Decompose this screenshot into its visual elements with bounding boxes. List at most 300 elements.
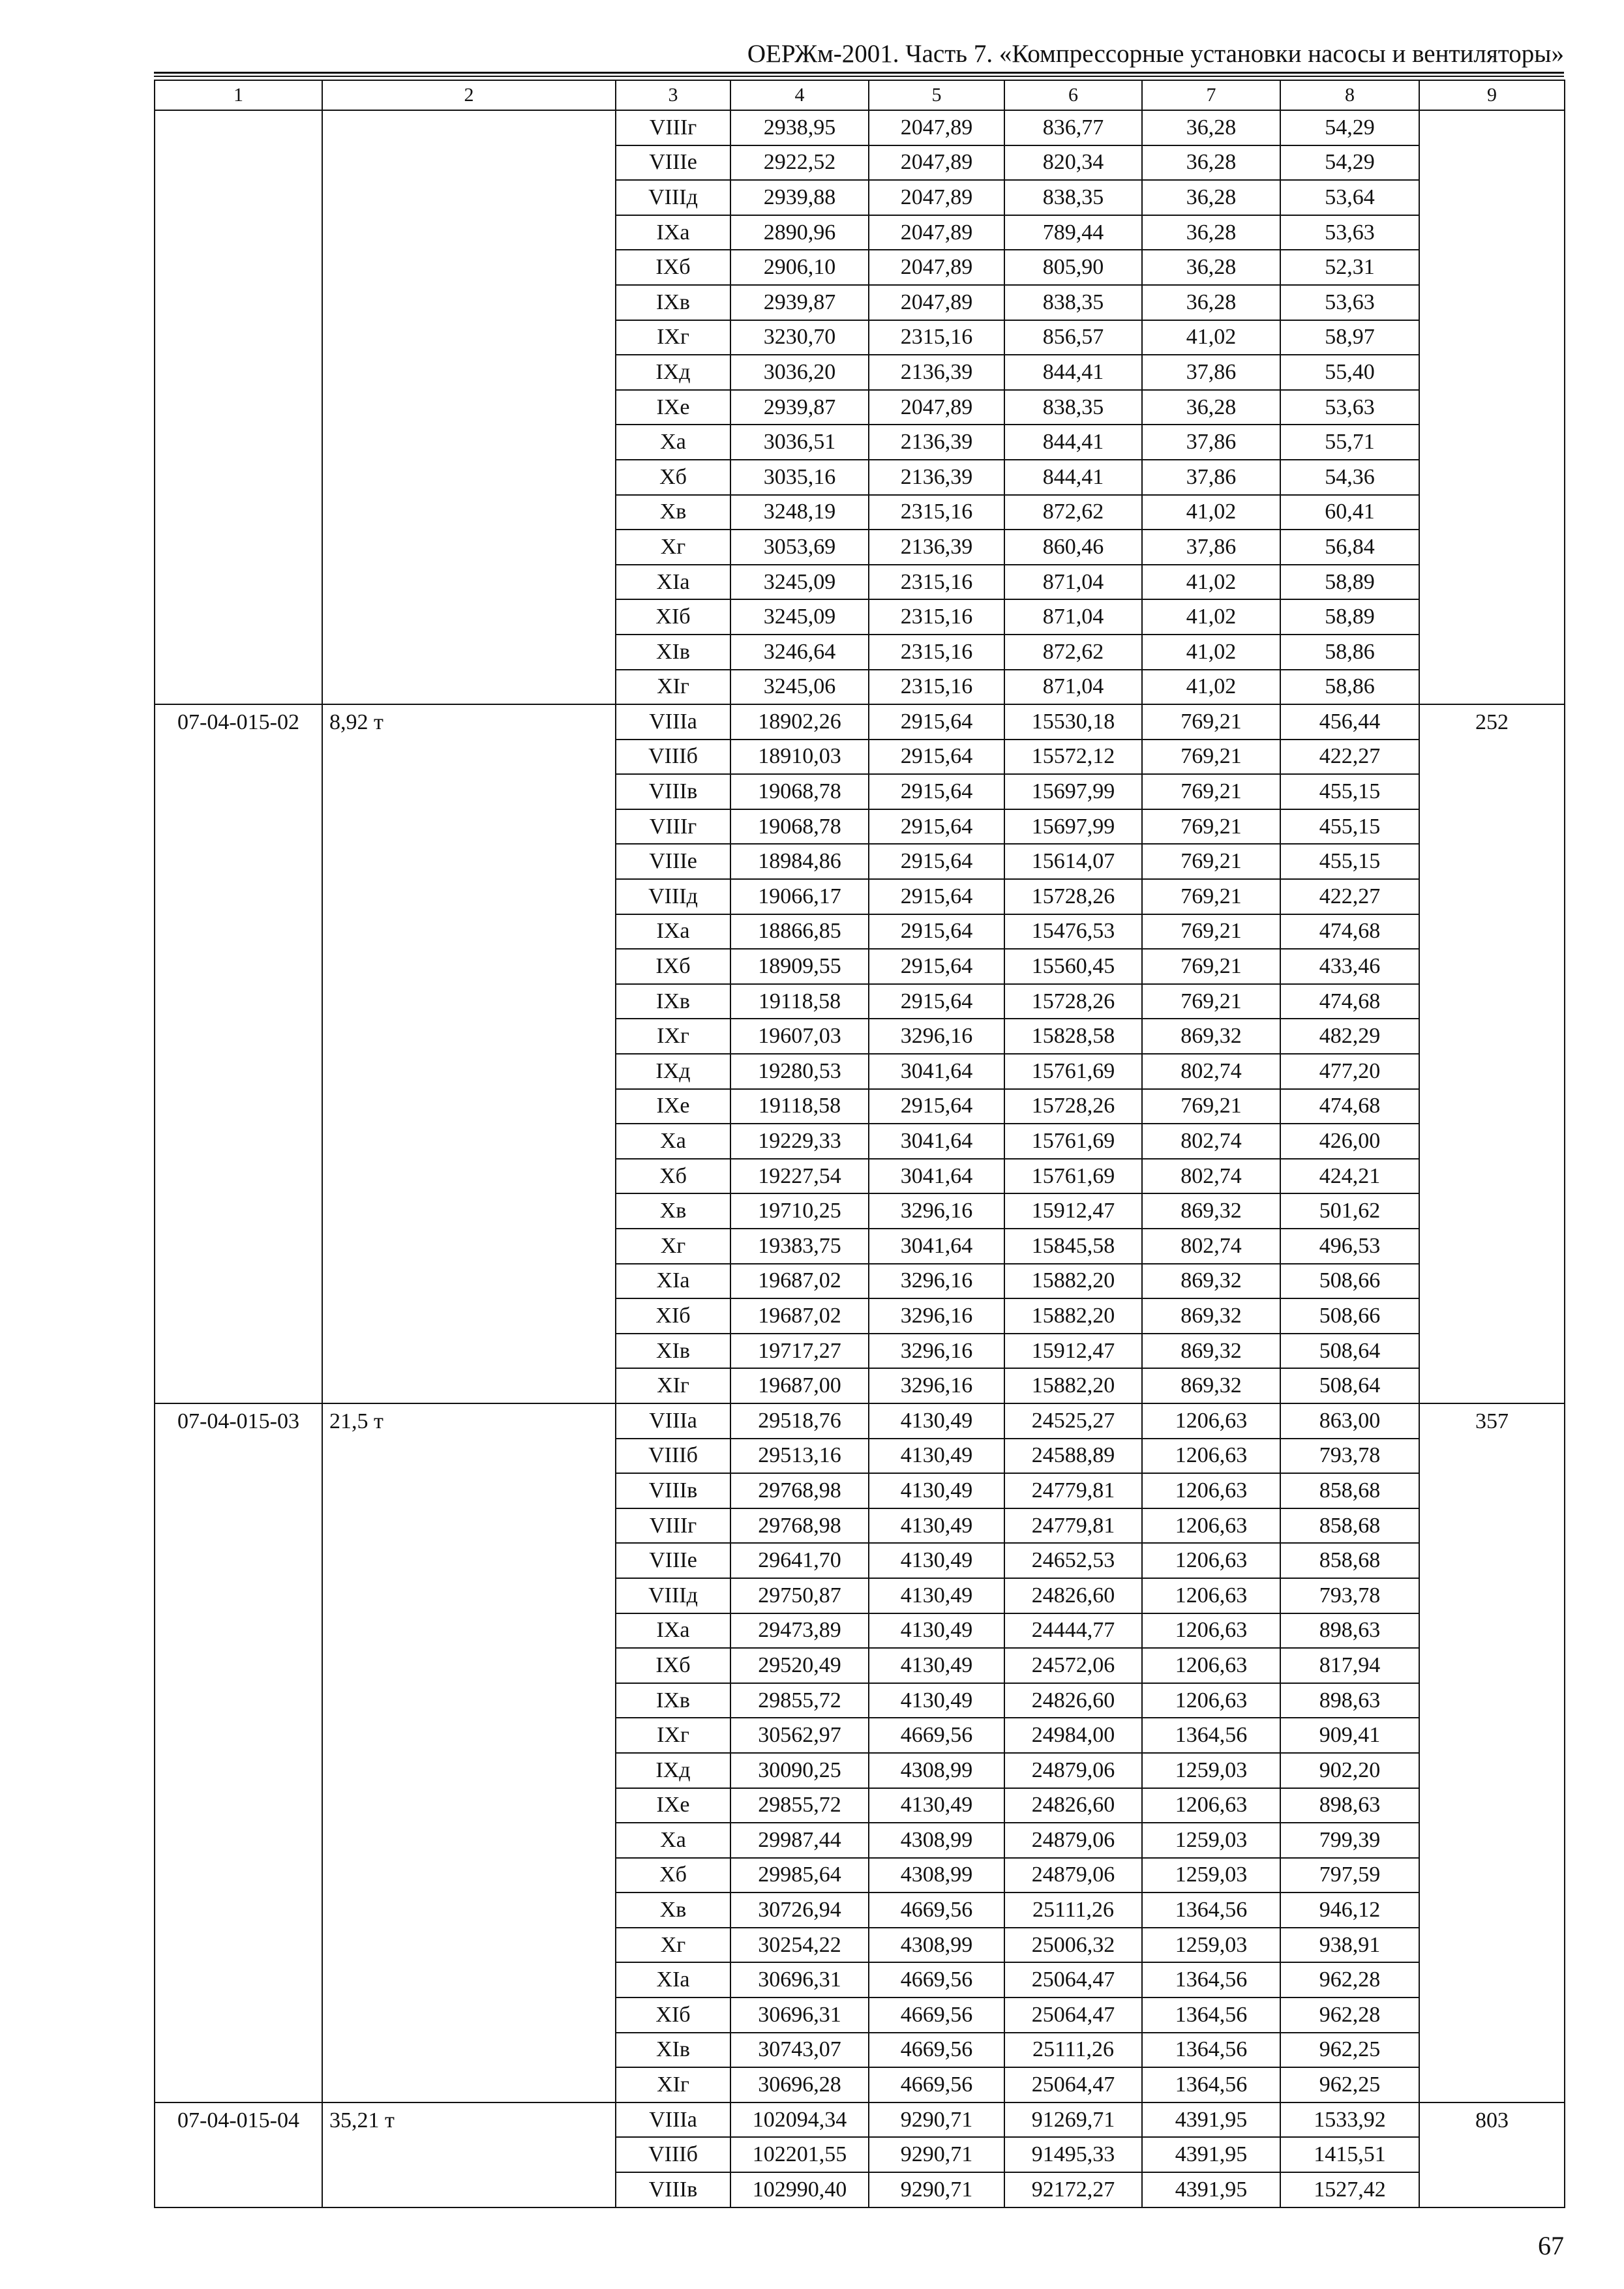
wages-cell: 3296,16 [869,1019,1004,1054]
machine-cost-cell: 25006,32 [1004,1928,1142,1963]
total-cost-cell: 2939,88 [730,180,869,215]
zone-cell: IXб [616,1648,730,1683]
materials-cell: 54,29 [1280,145,1419,181]
zone-cell: VIIIв [616,774,730,809]
machine-cost-cell: 24572,06 [1004,1648,1142,1683]
total-cost-cell: 19229,33 [730,1124,869,1159]
machine-cost-cell: 25064,47 [1004,2067,1142,2102]
materials-cell: 455,15 [1280,809,1419,845]
total-cost-cell: 29473,89 [730,1613,869,1649]
wages-cell: 2136,39 [869,460,1004,495]
total-cost-cell: 3036,51 [730,425,869,460]
wages-cell: 3296,16 [869,1264,1004,1299]
zone-cell: VIIIб [616,2137,730,2172]
materials-cell: 793,78 [1280,1439,1419,1474]
total-cost-cell: 30562,97 [730,1718,869,1753]
machine-cost-cell: 24879,06 [1004,1823,1142,1858]
zone-cell: IXг [616,1019,730,1054]
wages-cell: 4130,49 [869,1508,1004,1544]
zone-cell: XIа [616,565,730,600]
materials-cell: 58,97 [1280,320,1419,355]
header-rule [154,72,1564,74]
total-cost-cell: 19383,75 [730,1229,869,1264]
materials-cell: 52,31 [1280,250,1419,285]
zone-cell: IXд [616,355,730,390]
machinist-wages-cell: 1206,63 [1142,1543,1280,1578]
wages-cell: 4308,99 [869,1753,1004,1788]
table-row [155,1403,1565,1439]
materials-cell: 455,15 [1280,774,1419,809]
zone-cell: Xа [616,1823,730,1858]
zone-cell: Xа [616,1124,730,1159]
zone-cell: IXб [616,949,730,984]
total-cost-cell: 19280,53 [730,1054,869,1089]
wages-cell: 2047,89 [869,145,1004,181]
machinist-wages-cell: 41,02 [1142,599,1280,635]
total-cost-cell: 30090,25 [730,1753,869,1788]
column-number: 6 [1004,80,1142,110]
total-cost-cell: 19227,54 [730,1159,869,1194]
machinist-wages-cell: 36,28 [1142,285,1280,320]
zone-cell: XIа [616,1264,730,1299]
total-cost-cell: 3248,19 [730,495,869,530]
materials-cell: 898,63 [1280,1613,1419,1649]
machinist-wages-cell: 1364,56 [1142,1962,1280,1997]
wages-cell: 9290,71 [869,2137,1004,2172]
total-cost-cell: 19607,03 [730,1019,869,1054]
machinist-wages-cell: 1206,63 [1142,1578,1280,1613]
materials-cell: 898,63 [1280,1788,1419,1823]
machinist-wages-cell: 4391,95 [1142,2102,1280,2138]
wages-cell: 3296,16 [869,1334,1004,1369]
materials-cell: 508,66 [1280,1264,1419,1299]
machine-cost-cell: 92172,27 [1004,2172,1142,2207]
total-cost-cell: 19066,17 [730,879,869,914]
machine-cost-cell: 838,35 [1004,390,1142,425]
wages-cell: 4130,49 [869,1439,1004,1474]
machine-cost-cell: 15476,53 [1004,914,1142,950]
machinist-wages-cell: 1364,56 [1142,1718,1280,1753]
machine-cost-cell: 838,35 [1004,180,1142,215]
machine-cost-cell: 805,90 [1004,250,1142,285]
machine-cost-cell: 25111,26 [1004,2033,1142,2068]
machinist-wages-cell: 1206,63 [1142,1439,1280,1474]
machine-cost-cell: 91269,71 [1004,2102,1142,2138]
wages-cell: 4130,49 [869,1473,1004,1508]
total-cost-cell: 2938,95 [730,110,869,145]
total-cost-cell: 18902,26 [730,704,869,740]
zone-cell: VIIIб [616,1439,730,1474]
wages-cell: 2915,64 [869,809,1004,845]
zone-cell: Xб [616,460,730,495]
machine-cost-cell: 24984,00 [1004,1718,1142,1753]
machine-cost-cell: 871,04 [1004,599,1142,635]
materials-cell: 858,68 [1280,1543,1419,1578]
labor-cell: 252 [1419,704,1565,1403]
machinist-wages-cell: 1364,56 [1142,1893,1280,1928]
wages-cell: 2915,64 [869,949,1004,984]
zone-cell: IXе [616,1089,730,1124]
capacity-cell [322,110,616,704]
table-row [155,110,1565,145]
materials-cell: 422,27 [1280,740,1419,775]
wages-cell: 2047,89 [869,390,1004,425]
machinist-wages-cell: 802,74 [1142,1124,1280,1159]
materials-cell: 55,71 [1280,425,1419,460]
total-cost-cell: 30696,31 [730,1997,869,2033]
machinist-wages-cell: 769,21 [1142,949,1280,984]
wages-cell: 4669,56 [869,1718,1004,1753]
machinist-wages-cell: 769,21 [1142,879,1280,914]
zone-cell: IXе [616,390,730,425]
machinist-wages-cell: 1206,63 [1142,1403,1280,1439]
total-cost-cell: 29768,98 [730,1473,869,1508]
resource-code-cell: 07-04-015-02 [155,704,322,1403]
column-number: 3 [616,80,730,110]
zone-cell: XIг [616,1368,730,1403]
wages-cell: 4308,99 [869,1928,1004,1963]
total-cost-cell: 2906,10 [730,250,869,285]
machinist-wages-cell: 37,86 [1142,530,1280,565]
machine-cost-cell: 15614,07 [1004,844,1142,879]
zone-cell: VIIIд [616,1578,730,1613]
total-cost-cell: 19687,02 [730,1264,869,1299]
machine-cost-cell: 15761,69 [1004,1124,1142,1159]
machinist-wages-cell: 1206,63 [1142,1508,1280,1544]
zone-cell: IXд [616,1054,730,1089]
wages-cell: 2915,64 [869,879,1004,914]
zone-cell: Xв [616,1893,730,1928]
materials-cell: 946,12 [1280,1893,1419,1928]
total-cost-cell: 3035,16 [730,460,869,495]
column-number-row [155,80,1565,110]
machinist-wages-cell: 1206,63 [1142,1788,1280,1823]
materials-cell: 426,00 [1280,1124,1419,1159]
zone-cell: VIIIв [616,2172,730,2207]
materials-cell: 858,68 [1280,1508,1419,1544]
wages-cell: 4130,49 [869,1613,1004,1649]
machinist-wages-cell: 802,74 [1142,1229,1280,1264]
column-number: 5 [869,80,1004,110]
machine-cost-cell: 24779,81 [1004,1473,1142,1508]
total-cost-cell: 18909,55 [730,949,869,984]
wages-cell: 2315,16 [869,495,1004,530]
machine-cost-cell: 860,46 [1004,530,1142,565]
machinist-wages-cell: 36,28 [1142,110,1280,145]
materials-cell: 55,40 [1280,355,1419,390]
total-cost-cell: 29520,49 [730,1648,869,1683]
total-cost-cell: 3245,09 [730,565,869,600]
machine-cost-cell: 25111,26 [1004,1893,1142,1928]
total-cost-cell: 102990,40 [730,2172,869,2207]
machinist-wages-cell: 4391,95 [1142,2172,1280,2207]
total-cost-cell: 3230,70 [730,320,869,355]
machine-cost-cell: 15697,99 [1004,809,1142,845]
machinist-wages-cell: 1206,63 [1142,1473,1280,1508]
machinist-wages-cell: 4391,95 [1142,2137,1280,2172]
machinist-wages-cell: 1206,63 [1142,1613,1280,1649]
capacity-cell: 21,5 т [322,1403,616,2102]
total-cost-cell: 2939,87 [730,285,869,320]
machine-cost-cell: 15761,69 [1004,1054,1142,1089]
wages-cell: 3041,64 [869,1124,1004,1159]
materials-cell: 962,25 [1280,2067,1419,2102]
total-cost-cell: 2939,87 [730,390,869,425]
machinist-wages-cell: 769,21 [1142,914,1280,950]
wages-cell: 4669,56 [869,2067,1004,2102]
machine-cost-cell: 15845,58 [1004,1229,1142,1264]
zone-cell: XIб [616,599,730,635]
machine-cost-cell: 15728,26 [1004,879,1142,914]
wages-cell: 4130,49 [869,1788,1004,1823]
wages-cell: 3296,16 [869,1298,1004,1334]
materials-cell: 496,53 [1280,1229,1419,1264]
machine-cost-cell: 15728,26 [1004,1089,1142,1124]
price-table [154,80,1565,2208]
materials-cell: 433,46 [1280,949,1419,984]
machine-cost-cell: 844,41 [1004,355,1142,390]
machinist-wages-cell: 41,02 [1142,495,1280,530]
zone-cell: VIIIа [616,1403,730,1439]
materials-cell: 424,21 [1280,1159,1419,1194]
machine-cost-cell: 91495,33 [1004,2137,1142,2172]
machinist-wages-cell: 869,32 [1142,1334,1280,1369]
materials-cell: 53,63 [1280,390,1419,425]
wages-cell: 4669,56 [869,1997,1004,2033]
materials-cell: 477,20 [1280,1054,1419,1089]
machine-cost-cell: 24525,27 [1004,1403,1142,1439]
materials-cell: 898,63 [1280,1683,1419,1718]
wages-cell: 2315,16 [869,670,1004,705]
materials-cell: 508,64 [1280,1334,1419,1369]
zone-cell: Xг [616,530,730,565]
zone-cell: Xа [616,425,730,460]
zone-cell: IXв [616,285,730,320]
machine-cost-cell: 24879,06 [1004,1753,1142,1788]
total-cost-cell: 18910,03 [730,740,869,775]
total-cost-cell: 29985,64 [730,1858,869,1893]
wages-cell: 2315,16 [869,320,1004,355]
machinist-wages-cell: 869,32 [1142,1019,1280,1054]
materials-cell: 962,28 [1280,1962,1419,1997]
machine-cost-cell: 15697,99 [1004,774,1142,809]
zone-cell: XIб [616,1997,730,2033]
machinist-wages-cell: 869,32 [1142,1298,1280,1334]
wages-cell: 2047,89 [869,110,1004,145]
materials-cell: 53,63 [1280,215,1419,250]
zone-cell: VIIIа [616,2102,730,2138]
materials-cell: 817,94 [1280,1648,1419,1683]
materials-cell: 56,84 [1280,530,1419,565]
zone-cell: Xг [616,1928,730,1963]
zone-cell: VIIIд [616,180,730,215]
total-cost-cell: 29855,72 [730,1683,869,1718]
column-number: 7 [1142,80,1280,110]
zone-cell: IXб [616,250,730,285]
resource-code-cell [155,110,322,704]
machinist-wages-cell: 37,86 [1142,460,1280,495]
machinist-wages-cell: 1364,56 [1142,2067,1280,2102]
total-cost-cell: 29750,87 [730,1578,869,1613]
machinist-wages-cell: 802,74 [1142,1054,1280,1089]
wages-cell: 4130,49 [869,1578,1004,1613]
materials-cell: 474,68 [1280,1089,1419,1124]
zone-cell: VIIIа [616,704,730,740]
machine-cost-cell: 24826,60 [1004,1578,1142,1613]
machine-cost-cell: 15560,45 [1004,949,1142,984]
machinist-wages-cell: 769,21 [1142,844,1280,879]
zone-cell: XIв [616,1334,730,1369]
machinist-wages-cell: 1259,03 [1142,1823,1280,1858]
wages-cell: 2915,64 [869,774,1004,809]
machinist-wages-cell: 1364,56 [1142,2033,1280,2068]
wages-cell: 4308,99 [869,1858,1004,1893]
labor-cell [1419,110,1565,704]
zone-cell: VIIIе [616,145,730,181]
zone-cell: XIг [616,670,730,705]
total-cost-cell: 30696,28 [730,2067,869,2102]
materials-cell: 793,78 [1280,1578,1419,1613]
machinist-wages-cell: 36,28 [1142,145,1280,181]
machine-cost-cell: 15828,58 [1004,1019,1142,1054]
materials-cell: 455,15 [1280,844,1419,879]
materials-cell: 422,27 [1280,879,1419,914]
machinist-wages-cell: 37,86 [1142,425,1280,460]
machinist-wages-cell: 36,28 [1142,250,1280,285]
zone-cell: Xв [616,1193,730,1229]
total-cost-cell: 18984,86 [730,844,869,879]
total-cost-cell: 19717,27 [730,1334,869,1369]
materials-cell: 909,41 [1280,1718,1419,1753]
machine-cost-cell: 838,35 [1004,285,1142,320]
wages-cell: 3041,64 [869,1054,1004,1089]
wages-cell: 2915,64 [869,704,1004,740]
wages-cell: 3296,16 [869,1368,1004,1403]
materials-cell: 54,29 [1280,110,1419,145]
materials-cell: 456,44 [1280,704,1419,740]
materials-cell: 58,89 [1280,565,1419,600]
machine-cost-cell: 15761,69 [1004,1159,1142,1194]
total-cost-cell: 19068,78 [730,774,869,809]
wages-cell: 2315,16 [869,635,1004,670]
wages-cell: 2136,39 [869,355,1004,390]
wages-cell: 4669,56 [869,2033,1004,2068]
machine-cost-cell: 871,04 [1004,565,1142,600]
total-cost-cell: 2922,52 [730,145,869,181]
labor-cell: 803 [1419,2102,1565,2207]
wages-cell: 3041,64 [869,1229,1004,1264]
machinist-wages-cell: 1206,63 [1142,1683,1280,1718]
wages-cell: 3041,64 [869,1159,1004,1194]
document-header: ОЕРЖм-2001. Часть 7. «Компрессорные установки насосы и вентиляторы» [747,40,1564,68]
total-cost-cell: 2890,96 [730,215,869,250]
zone-cell: IXа [616,1613,730,1649]
zone-cell: XIб [616,1298,730,1334]
materials-cell: 474,68 [1280,914,1419,950]
machine-cost-cell: 789,44 [1004,215,1142,250]
machinist-wages-cell: 769,21 [1142,774,1280,809]
wages-cell: 2047,89 [869,250,1004,285]
machine-cost-cell: 820,34 [1004,145,1142,181]
zone-cell: VIIIд [616,879,730,914]
capacity-cell: 35,21 т [322,2102,616,2207]
machine-cost-cell: 24588,89 [1004,1439,1142,1474]
table-body [155,80,1565,2207]
machinist-wages-cell: 769,21 [1142,809,1280,845]
machine-cost-cell: 15728,26 [1004,984,1142,1019]
wages-cell: 2915,64 [869,740,1004,775]
machinist-wages-cell: 802,74 [1142,1159,1280,1194]
machine-cost-cell: 836,77 [1004,110,1142,145]
machinist-wages-cell: 869,32 [1142,1193,1280,1229]
wages-cell: 2047,89 [869,180,1004,215]
total-cost-cell: 30743,07 [730,2033,869,2068]
materials-cell: 1533,92 [1280,2102,1419,2138]
machinist-wages-cell: 41,02 [1142,565,1280,600]
machinist-wages-cell: 36,28 [1142,390,1280,425]
column-number: 9 [1419,80,1565,110]
wages-cell: 4669,56 [869,1893,1004,1928]
machinist-wages-cell: 769,21 [1142,740,1280,775]
materials-cell: 962,25 [1280,2033,1419,2068]
materials-cell: 799,39 [1280,1823,1419,1858]
wages-cell: 4130,49 [869,1543,1004,1578]
zone-cell: IXв [616,984,730,1019]
total-cost-cell: 19687,02 [730,1298,869,1334]
zone-cell: Xв [616,495,730,530]
total-cost-cell: 102201,55 [730,2137,869,2172]
materials-cell: 53,64 [1280,180,1419,215]
machinist-wages-cell: 41,02 [1142,320,1280,355]
materials-cell: 797,59 [1280,1858,1419,1893]
materials-cell: 58,89 [1280,599,1419,635]
wages-cell: 2915,64 [869,844,1004,879]
materials-cell: 474,68 [1280,984,1419,1019]
zone-cell: VIIIг [616,110,730,145]
machine-cost-cell: 24879,06 [1004,1858,1142,1893]
machine-cost-cell: 15572,12 [1004,740,1142,775]
table-row [155,704,1565,740]
wages-cell: 4130,49 [869,1648,1004,1683]
wages-cell: 2136,39 [869,425,1004,460]
machinist-wages-cell: 869,32 [1142,1264,1280,1299]
total-cost-cell: 19687,00 [730,1368,869,1403]
machinist-wages-cell: 41,02 [1142,670,1280,705]
total-cost-cell: 30696,31 [730,1962,869,1997]
zone-cell: XIв [616,635,730,670]
materials-cell: 53,63 [1280,285,1419,320]
wages-cell: 4130,49 [869,1403,1004,1439]
machinist-wages-cell: 769,21 [1142,984,1280,1019]
total-cost-cell: 19118,58 [730,984,869,1019]
zone-cell: IXг [616,320,730,355]
zone-cell: IXа [616,215,730,250]
materials-cell: 902,20 [1280,1753,1419,1788]
total-cost-cell: 29768,98 [730,1508,869,1544]
materials-cell: 863,00 [1280,1403,1419,1439]
zone-cell: XIа [616,1962,730,1997]
total-cost-cell: 29987,44 [730,1823,869,1858]
header-rule [154,76,1564,77]
wages-cell: 2915,64 [869,914,1004,950]
machinist-wages-cell: 1259,03 [1142,1928,1280,1963]
machine-cost-cell: 24779,81 [1004,1508,1142,1544]
total-cost-cell: 3246,64 [730,635,869,670]
wages-cell: 9290,71 [869,2172,1004,2207]
materials-cell: 60,41 [1280,495,1419,530]
machine-cost-cell: 25064,47 [1004,1997,1142,2033]
zone-cell: Xг [616,1229,730,1264]
